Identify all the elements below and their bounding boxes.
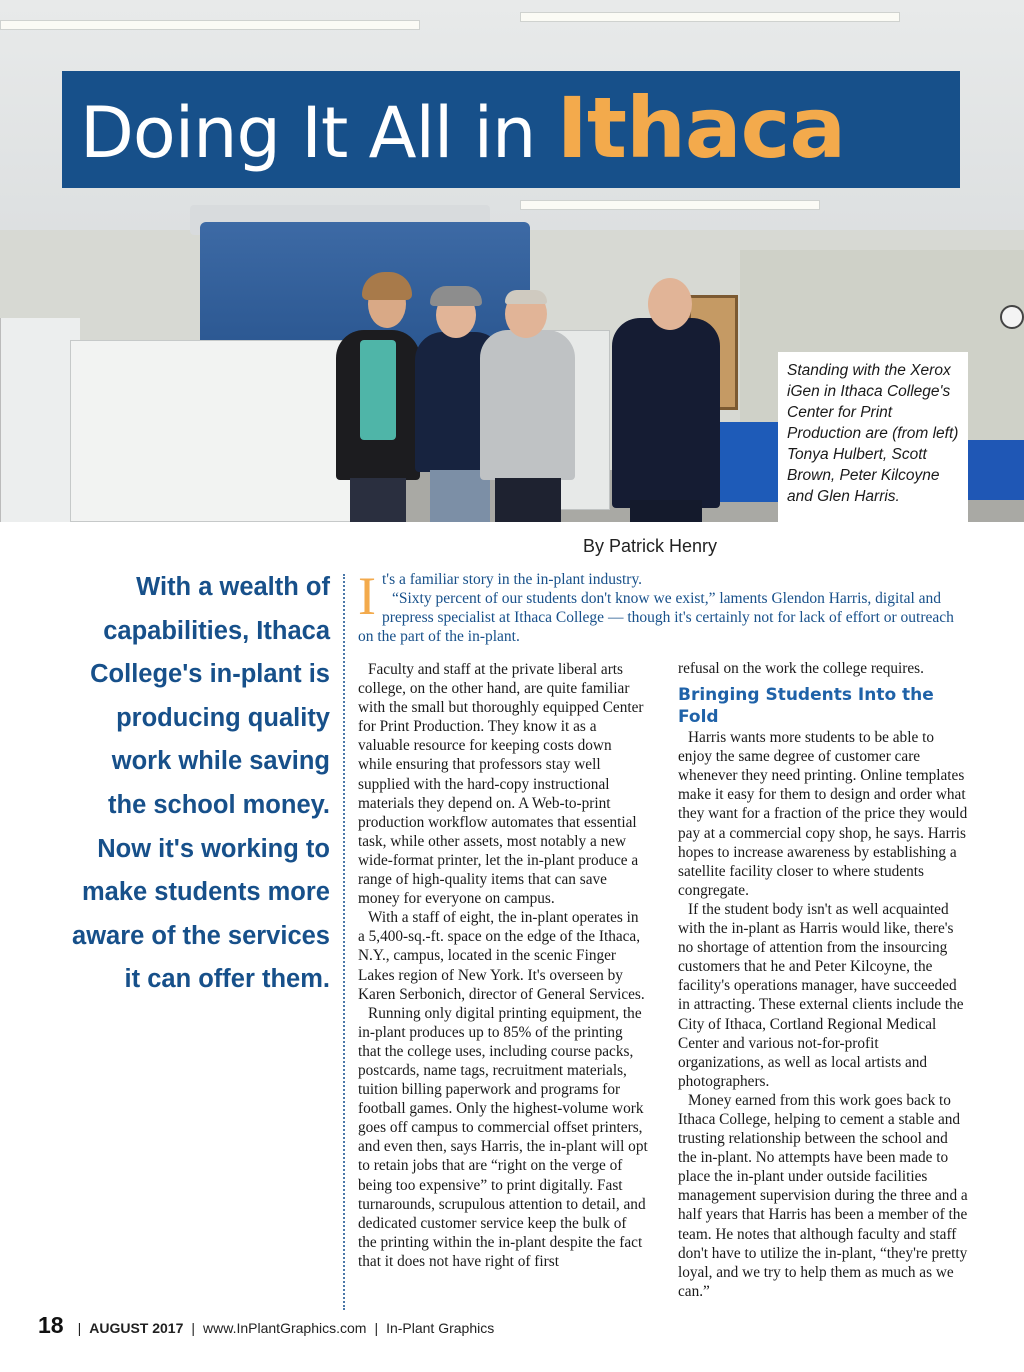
title-accent: Ithaca <box>556 79 846 177</box>
column-divider <box>343 574 345 1310</box>
pull-quote: With a wealth of capabilities, Ithaca College's in-plant is producing quality work while saving the school money. Now it's working to make students more aware of the services it can offer them. <box>72 573 330 994</box>
article-lede <box>358 566 968 646</box>
lede-line-2: “Sixty percent of our students don't know we exist,” laments Glendon Harris, digital and prepress specialist at Ithaca College — though it's certainly not for lack of effort or outreach on the part of the in-plant. <box>358 590 954 645</box>
page-number: 18 <box>38 1312 64 1338</box>
title-main: Doing It All in <box>80 92 557 174</box>
body-column-left <box>358 660 648 1271</box>
body-paragraph-continuation: refusal on the work the college requires. <box>678 660 924 677</box>
body-paragraph: With a staff of eight, the in-plant operates in a 5,400-sq.-ft. space on the edge of the Ithaca, N.Y., campus, located in the scenic Finger Lakes region of New York. It's overseen by Karen Serbonich, director of General Services. <box>358 909 645 1003</box>
section-subhead: Bringing Students Into the Fold <box>678 685 934 728</box>
footer-separator: | <box>374 1320 379 1336</box>
footer-separator: | <box>191 1320 196 1336</box>
body-paragraph: Money earned from this work goes back to Ithaca College, helping to cement a stable and trusting relationship between the school and the in-plant. No attempts have been made to place the in-plant under outside facilities management supervision during the three and a half years that Harris has been a member of the team. He notes that although faculty and staff don't have to utilize the in-plant, “they're pretty loyal, and we try to help them as much as we can.” <box>678 1091 968 1300</box>
press-module <box>0 318 80 522</box>
byline: By Patrick Henry <box>583 536 718 556</box>
photo-caption-text: Standing with the Xerox iGen in Ithaca College's Center for Print Production are (from left) Tonya Hulbert, Scott Brown, Peter Kilcoyne and Glen Harris. <box>787 362 959 505</box>
footer-publication: In-Plant Graphics <box>386 1320 495 1336</box>
footer-separator: | <box>77 1320 82 1336</box>
footer-issue: AUGUST 2017 <box>89 1320 184 1336</box>
body-column-right <box>678 659 968 1301</box>
body-paragraph: Faculty and staff at the private liberal arts college, on the other hand, are quite familiar with the small but thoroughly equipped Center for Print Production. They know it as a valuable resource for keeping costs down while ensuring that professors stay well supplied with the hard-copy instructional materials they depend on. A Web-to-print production workflow automates that essential task, while other assets, most notably a new wide-format printer, let the in-plant produce a range of high-quality items that can save money for everyone on campus. <box>358 661 644 908</box>
drop-cap: I <box>358 566 376 626</box>
lede-line-1: t's a familiar story in the in-plant industry. <box>381 571 643 588</box>
page-title <box>80 79 846 178</box>
page-footer <box>38 1312 494 1348</box>
recycling-bin <box>720 422 780 502</box>
footer-website-link[interactable]: www.InPlantGraphics.com <box>203 1320 367 1336</box>
ceiling-light <box>520 200 820 210</box>
ceiling-light <box>520 12 900 22</box>
ceiling-light <box>0 20 420 30</box>
press-module <box>70 340 370 522</box>
wall-clock-icon <box>1000 305 1024 329</box>
body-paragraph: Running only digital printing equipment, the in-plant produces up to 85% of the printing that the college uses, including course packs, postcards, name tags, recruitment materials, tuition billing paperwork and programs for football games. Only the highest-volume work goes off campus to commercial offset printers, and even then, says Harris, the in-plant will opt to retain jobs that are “right on the verge of being too expensive” to print digitally. Fast turnarounds, scrupulous attention to detail, and dedicated customer service keep the bulk of the printing within the in-plant despite the fact that it does not have right of first <box>358 1004 648 1270</box>
recycling-bin <box>962 440 1024 500</box>
title-banner <box>62 71 960 188</box>
body-paragraph: If the student body isn't as well acquainted with the in-plant as Harris would like, there's no shortage of attention from the insourcing customers that he and Peter Kilcoyne, the facility's operations manager, have succeeded in attracting. These external clients include the City of Ithaca, Cortland Regional Medical Center and various not-for-profit organizations, as well as local artists and photographers. <box>678 900 964 1090</box>
body-paragraph: Harris wants more students to be able to enjoy the same degree of customer care whenever they need printing. Online templates make it easy for them to design and order what they want for a fraction of the price they would pay at a commercial copy shop, he says. Harris hopes to increase awareness by establishing a satellite facility closer to where students congregate. <box>678 729 968 899</box>
photo-caption <box>778 352 968 522</box>
